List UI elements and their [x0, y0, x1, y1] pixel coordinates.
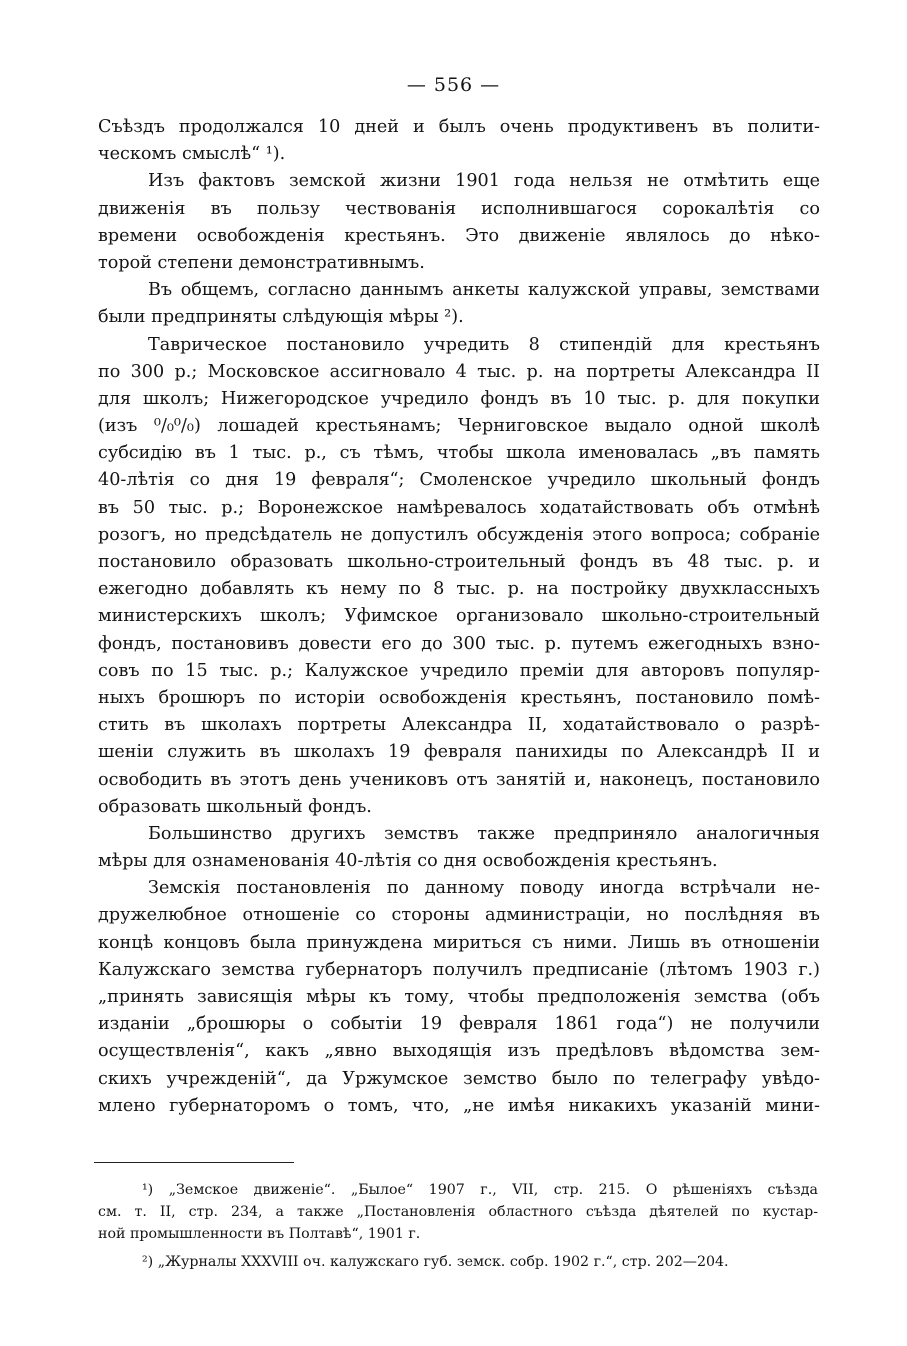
footnote-line: ной промышленности въ Полтавѣ“, 1901 г.	[98, 1226, 421, 1242]
text-line: Изъ фактовъ земской жизни 1901 года нельзя не отмѣтить еще	[148, 171, 820, 192]
text-line: торой степени демонстративнымъ.	[98, 252, 425, 273]
text-line: (изъ ⁰/₀⁰/₀) лошадей крестьянамъ; Черниговское выдало одной школѣ	[98, 416, 820, 437]
text-line: изданіи „брошюры о событіи 19 февраля 1861 года“) не получили	[98, 1014, 820, 1035]
text-line: ныхъ брошюръ по исторіи освобожденія крестьянъ, постановило помѣ-	[98, 687, 820, 708]
text-line: освободить въ этотъ день учениковъ отъ занятій и, наконецъ, постановило	[98, 769, 820, 790]
text-line: движенія въ пользу чествованія исполнившагося сорокалѣтія со	[98, 198, 820, 219]
text-line: розогъ, но предсѣдатель не допустилъ обсужденія этого вопроса; собраніе	[98, 524, 820, 545]
text-line: были предприняты слѣдующія мѣры ²).	[98, 307, 464, 328]
text-line: субсидію въ 1 тыс. р., съ тѣмъ, чтобы школа именовалась „въ память	[98, 443, 820, 464]
footnote-line: ²) „Журналы XXXVIII оч. калужскаго губ. земск. собр. 1902 г.“, стр. 202—204.	[142, 1254, 729, 1270]
text-line: скихъ учрежденій“, да Уржумское земство было по телеграфу увѣдо-	[98, 1068, 820, 1089]
text-line: концѣ концовъ была принуждена мириться съ ними. Лишь въ отношеніи	[98, 932, 820, 953]
text-line: времени освобожденія крестьянъ. Это движеніе являлось до нѣко-	[98, 225, 820, 246]
footnote-separator	[94, 1162, 294, 1163]
text-line: въ 50 тыс. р.; Воронежское намѣревалось ходатайствовать объ отмѣнѣ	[98, 497, 820, 518]
text-line: по 300 р.; Московское ассигновало 4 тыс. р. на портреты Александра II	[98, 361, 820, 382]
text-line: для школъ; Нижегородское учредило фондъ въ 10 тыс. р. для покупки	[98, 388, 820, 409]
text-line: осуществленія“, какъ „явно выходящія изъ предѣловъ вѣдомства зем-	[98, 1041, 820, 1062]
page-number: — 556 —	[406, 74, 501, 96]
footnote-line: см. т. II, стр. 234, а также „Постановленія областного съѣзда дѣятелей по кустар-	[98, 1204, 818, 1220]
text-line: образовать школьный фондъ.	[98, 796, 372, 817]
text-line: „принять зависящія мѣры къ тому, чтобы предположенія земства (объ	[98, 987, 820, 1007]
text-line: министерскихъ школъ; Уфимское организовало школьно-строительный	[98, 606, 820, 627]
text-line: мѣры для ознаменованія 40-лѣтія со дня освобожденія крестьянъ.	[98, 851, 718, 872]
text-line: млено губернаторомъ о томъ, что, „не имѣя никакихъ указаній мини-	[98, 1095, 820, 1116]
text-line: шеніи служить въ школахъ 19 февраля панихиды по Александрѣ II и	[98, 742, 820, 763]
text-line: Въ общемъ, согласно даннымъ анкеты калужской управы, земствами	[148, 280, 820, 301]
footnotes	[98, 1179, 818, 1273]
text-line: ежегодно добавлять къ нему по 8 тыс. р. на постройку двухклассныхъ	[98, 579, 820, 600]
footnote-line: ¹) „Земское движеніе“. „Былое“ 1907 г., VII, стр. 215. О рѣшеніяхъ съѣзда	[142, 1182, 818, 1198]
text-line: Съѣздъ продолжался 10 дней и былъ очень продуктивенъ въ полити-	[98, 117, 820, 137]
text-line: 40-лѣтія со дня 19 февраля“; Смоленское учредило школьный фондъ	[98, 470, 820, 491]
text-line: дружелюбное отношеніе со стороны администраціи, но послѣдняя въ	[98, 905, 820, 926]
text-line: стить въ школахъ портреты Александра II, ходатайствовало о разрѣ-	[98, 715, 820, 736]
text-line: ческомъ смыслѣ“ ¹).	[98, 144, 286, 165]
text-line: Земскія постановленія по данному поводу иногда встрѣчали не-	[148, 878, 820, 899]
body-text	[98, 114, 820, 1120]
text-line: Большинство другихъ земствъ также предприняло аналогичныя	[148, 823, 820, 844]
text-line: Таврическое постановило учредить 8 стипендій для крестьянъ	[148, 334, 820, 355]
text-line: постановило образовать школьно-строительный фондъ въ 48 тыс. р. и	[98, 552, 820, 572]
text-line: совъ по 15 тыс. р.; Калужское учредило преміи для авторовъ популяр-	[98, 660, 820, 681]
text-line: фондъ, постановивъ довести его до 300 тыс. р. путемъ ежегодныхъ взно-	[98, 633, 820, 654]
text-line: Калужскаго земства губернаторъ получилъ предписаніе (лѣтомъ 1903 г.)	[98, 959, 820, 980]
